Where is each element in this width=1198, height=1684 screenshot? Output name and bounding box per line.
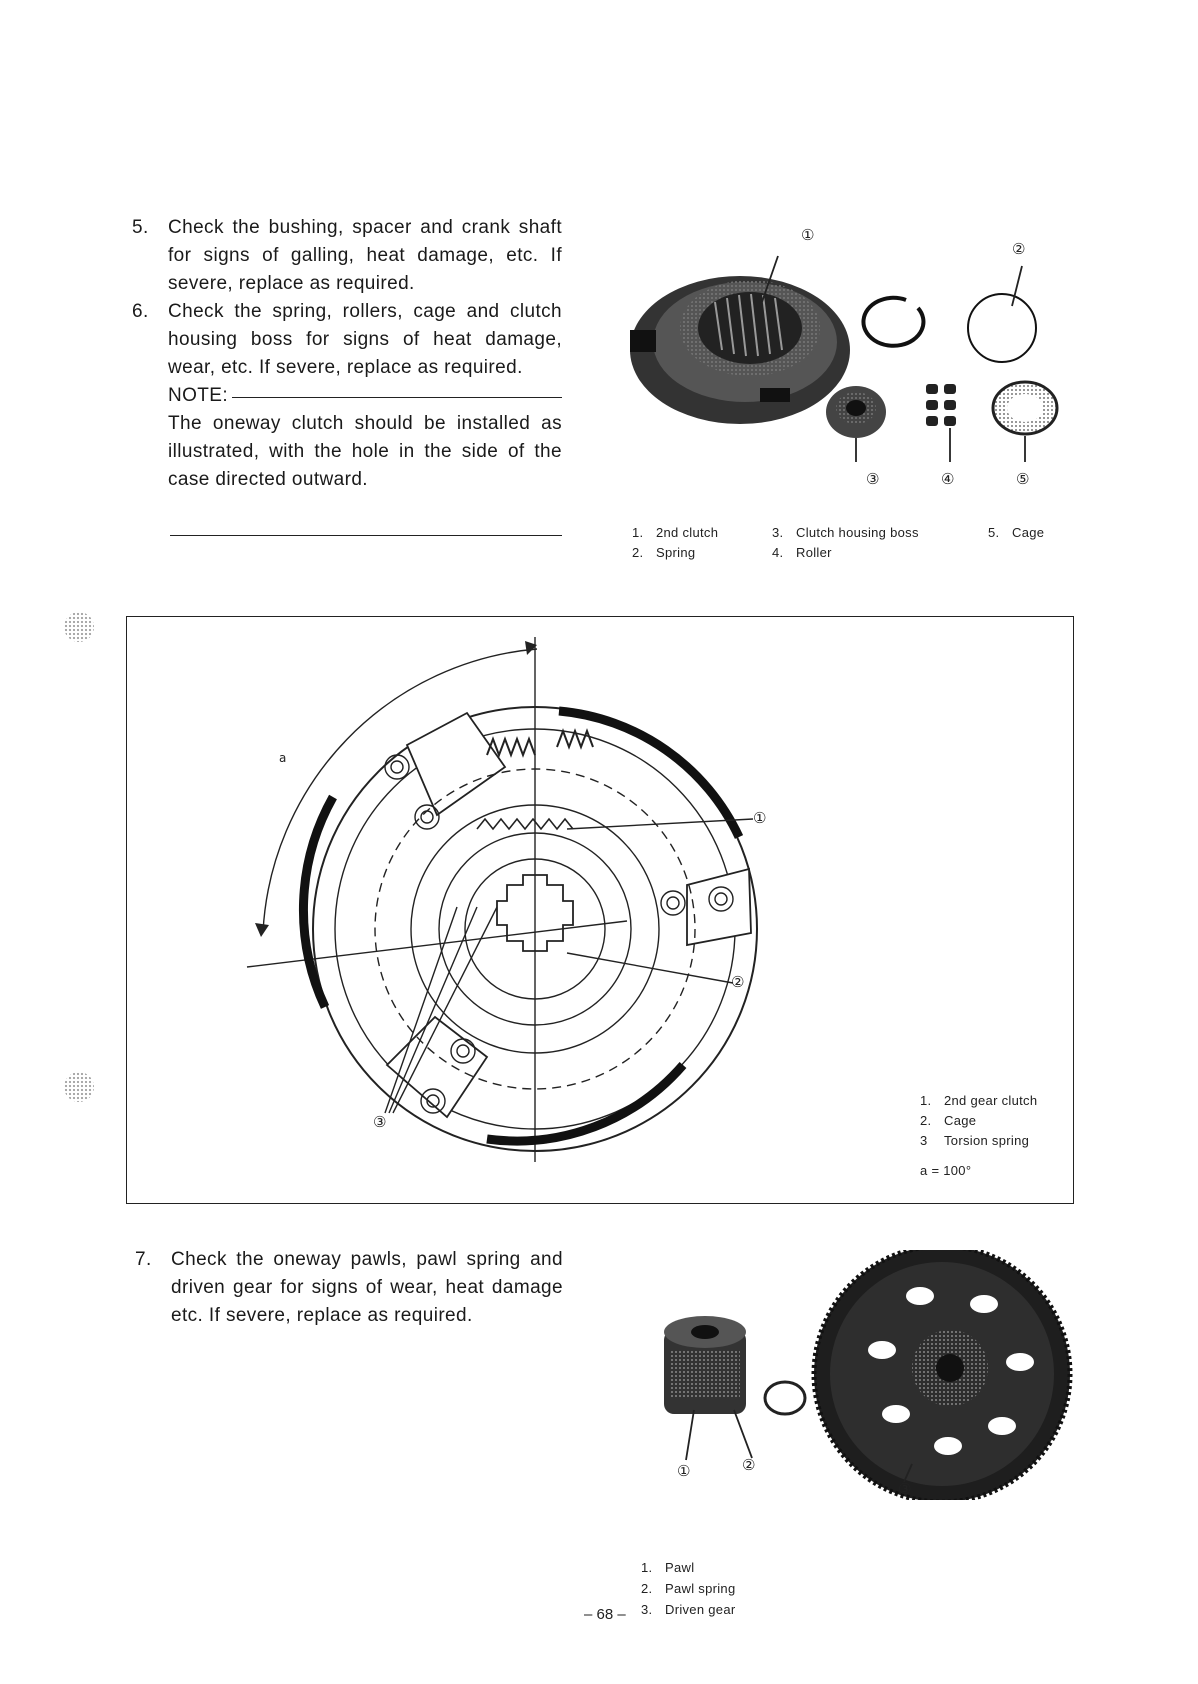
legend-item: 3. Clutch housing boss — [772, 525, 919, 540]
legend-item: 1. Pawl — [641, 1560, 695, 1575]
legend-item: 2. Cage — [920, 1113, 977, 1128]
legend-item: 2. Pawl spring — [641, 1581, 736, 1596]
binder-hole-mark — [64, 1072, 94, 1102]
legend-item: 5. Cage — [988, 525, 1045, 540]
photo2-callout-3: ③ — [898, 1480, 912, 1498]
photo1-callout-5: ⑤ — [1016, 470, 1030, 488]
photo1-callout-3: ③ — [866, 470, 880, 488]
driven-gear-photo — [650, 1250, 1080, 1500]
photo1-callout-1: ① — [801, 226, 815, 244]
photo2-callout-2: ② — [742, 1456, 756, 1474]
legend-item: 4. Roller — [772, 545, 832, 560]
legend-item: 2. Spring — [632, 545, 696, 560]
step-number: 5. — [132, 217, 149, 238]
legend-item: 1. 2nd gear clutch — [920, 1093, 1038, 1108]
step-text: Check the bushing, spacer and crank shaft for signs of galling, heat damage, etc. If severe, replace as required. — [168, 217, 562, 294]
step-5 — [132, 214, 562, 298]
step-text: Check the oneway pawls, pawl spring and driven gear for signs of wear, heat damage etc. If severe, replace as required. — [171, 1249, 563, 1326]
step-text: Check the spring, rollers, cage and clutch housing boss for signs of heat damage, wear, etc. If severe, replace as required. — [168, 301, 562, 378]
photo1-callout-2: ② — [1012, 240, 1026, 258]
legend-item: 1. 2nd clutch — [632, 525, 719, 540]
diagram-callout-2: ② — [731, 973, 745, 991]
binder-hole-mark — [64, 612, 94, 642]
step-6 — [132, 298, 562, 382]
note-rule — [232, 397, 562, 398]
clutch-parts-photo — [630, 232, 1070, 522]
angle-spec: a = 100° — [920, 1163, 972, 1178]
photo2-callout-1: ① — [677, 1462, 691, 1480]
instructions-top — [132, 214, 562, 494]
page-number: – 68 – — [584, 1606, 626, 1623]
clutch-diagram-frame — [126, 616, 1074, 1204]
note-heading: NOTE: — [168, 385, 229, 406]
step-7 — [135, 1246, 563, 1330]
note-text: The oneway clutch should be installed as illustrated, with the hole in the side of the case directed outward. — [168, 413, 562, 490]
diagram-callout-1: ① — [753, 809, 767, 827]
legend-item: 3. Driven gear — [641, 1602, 736, 1617]
step-number: 6. — [132, 301, 149, 322]
diagram-callout-3: ③ — [373, 1113, 387, 1131]
note-block — [168, 382, 562, 494]
photo1-callout-4: ④ — [941, 470, 955, 488]
legend-item: 3 Torsion spring — [920, 1133, 1030, 1148]
instructions-bottom — [135, 1246, 563, 1330]
angle-label: a — [279, 751, 287, 765]
note-end-rule — [170, 535, 562, 536]
step-number: 7. — [135, 1249, 152, 1270]
